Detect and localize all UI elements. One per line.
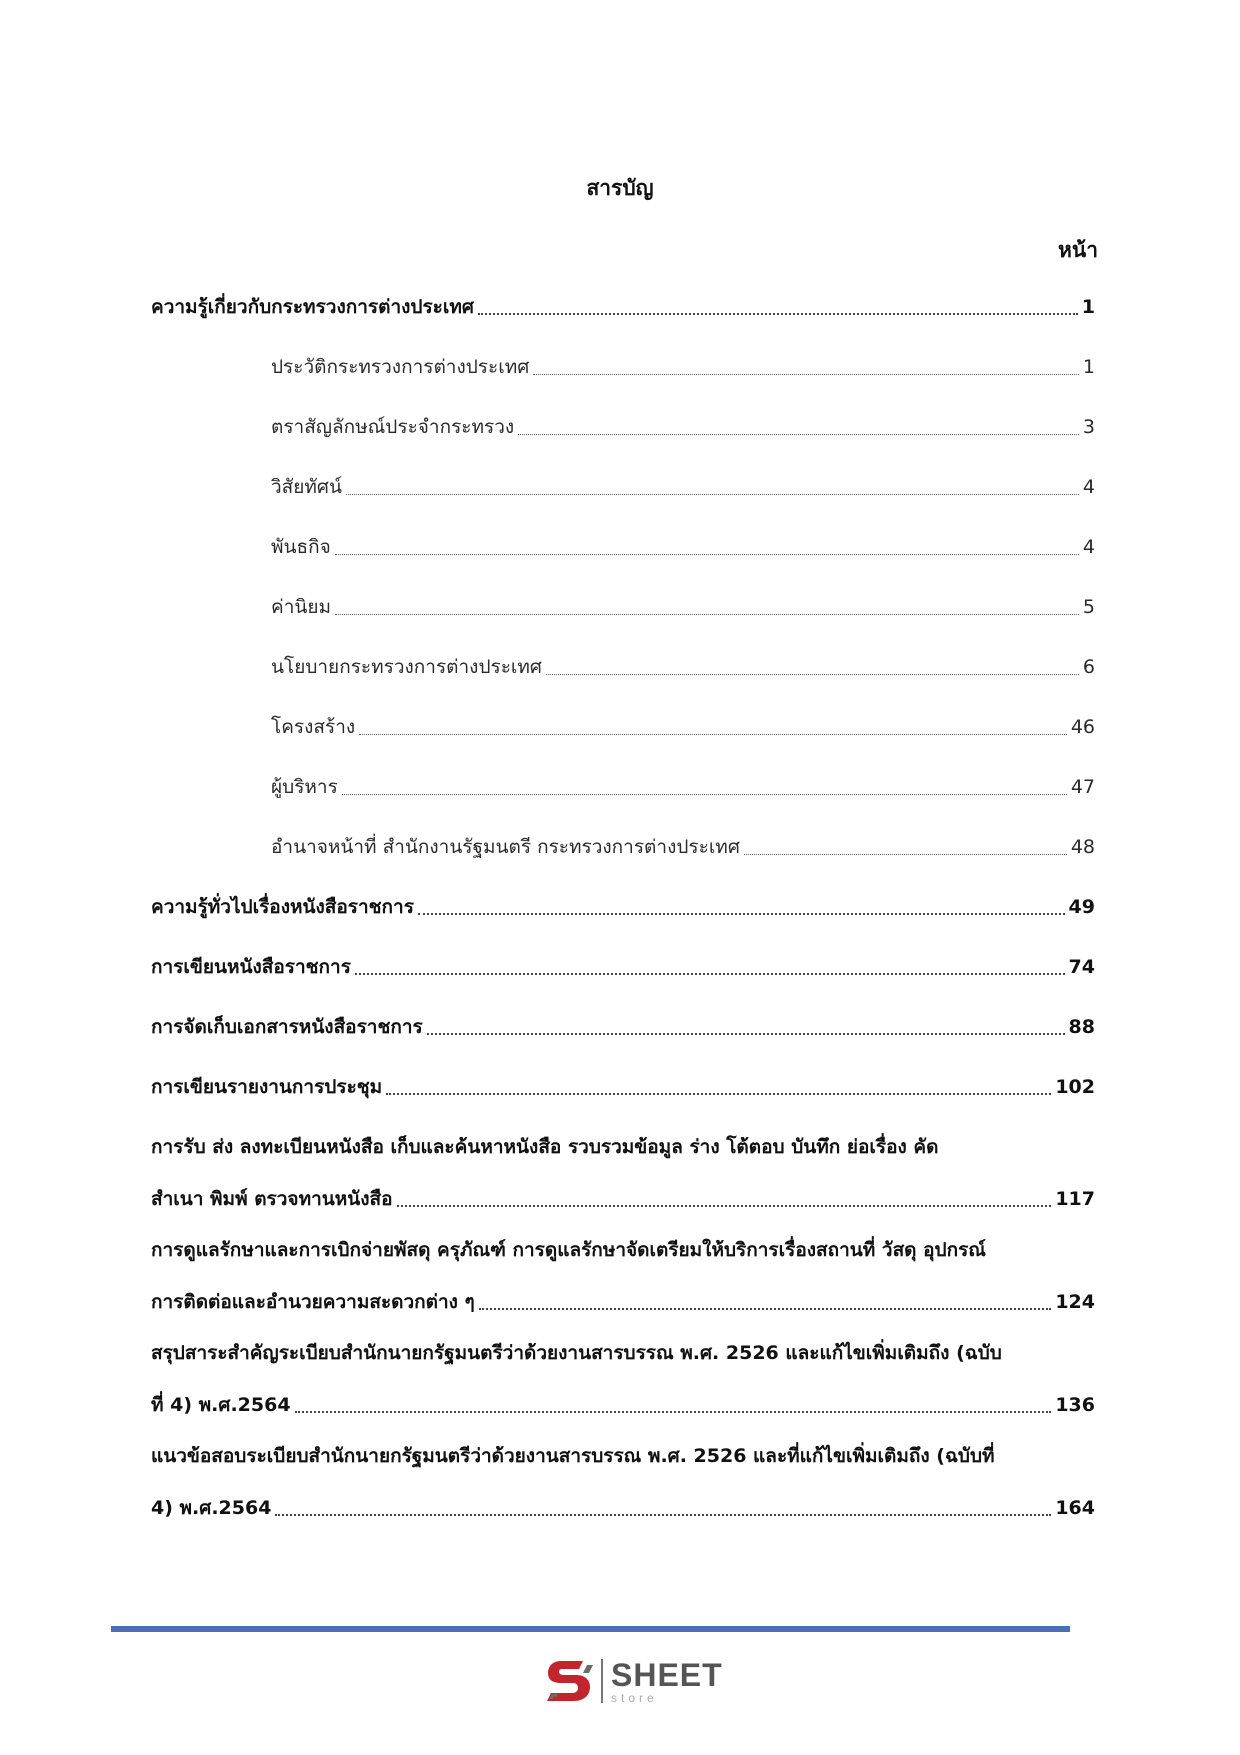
sheet-store-logo bbox=[543, 1655, 723, 1707]
dot-leader bbox=[744, 853, 1067, 855]
dot-leader bbox=[418, 912, 1065, 915]
toc-entry-label-line1: การรับ ส่ง ลงทะเบียนหนังสือ เก็บและค้นหาหนังสือ รวบรวมข้อมูล ร่าง โต้ตอบ บันทึก ย่อเรื่อง คัด bbox=[151, 1136, 939, 1158]
toc-entry-page: 6 bbox=[1082, 656, 1095, 678]
dot-leader bbox=[359, 733, 1067, 735]
toc-entry-page: 74 bbox=[1068, 956, 1095, 978]
toc-entry-label: ที่ 4) พ.ศ.2564 bbox=[151, 1394, 291, 1416]
dot-leader bbox=[478, 312, 1078, 315]
toc-entry-page: 4 bbox=[1082, 536, 1095, 558]
toc-entry-label: ความรู้เกี่ยวกับกระทรวงการต่างประเทศ bbox=[151, 296, 474, 318]
toc-entry-label: การจัดเก็บเอกสารหนังสือราชการ bbox=[151, 1016, 423, 1038]
dot-leader bbox=[342, 793, 1067, 795]
toc-entry[interactable] bbox=[271, 770, 1095, 804]
toc-entry[interactable] bbox=[271, 650, 1095, 684]
toc-entry[interactable] bbox=[151, 1439, 1095, 1525]
dot-leader bbox=[533, 373, 1079, 375]
toc-entry-label: โครงสร้าง bbox=[271, 716, 356, 738]
toc-entry-label: การเขียนรายงานการประชุม bbox=[151, 1076, 383, 1098]
page-column-heading: หน้า bbox=[1058, 238, 1098, 262]
toc-entry-label: ผู้บริหาร bbox=[271, 776, 338, 798]
toc-entry-page: 3 bbox=[1082, 416, 1095, 438]
toc-entry[interactable] bbox=[151, 950, 1095, 984]
toc-entry-page: 5 bbox=[1082, 596, 1095, 618]
toc-entry[interactable] bbox=[271, 590, 1095, 624]
toc-title: สารบัญ bbox=[586, 176, 654, 200]
logo-separator bbox=[601, 1659, 603, 1703]
dot-leader bbox=[479, 1307, 1052, 1310]
toc-entry[interactable] bbox=[151, 290, 1095, 324]
dot-leader bbox=[346, 493, 1079, 495]
toc-entry[interactable] bbox=[151, 890, 1095, 924]
logo-text: SHEET bbox=[611, 1656, 723, 1693]
toc-entry-page: 48 bbox=[1070, 836, 1095, 858]
toc-entry-page: 88 bbox=[1068, 1016, 1095, 1038]
dot-leader bbox=[295, 1410, 1052, 1413]
toc-entry-label: พันธกิจ bbox=[271, 536, 331, 558]
toc-entry-label-line1: สรุปสาระสำคัญระเบียบสำนักนายกรัฐมนตรีว่าด้วยงานสารบรรณ พ.ศ. 2526 และแก้ไขเพิ่มเติมถึง (ฉบับ bbox=[151, 1342, 1002, 1364]
toc-entry-label: ความรู้ทั่วไปเรื่องหนังสือราชการ bbox=[151, 896, 414, 918]
dot-leader bbox=[355, 972, 1065, 975]
toc-entry-label: ค่านิยม bbox=[271, 596, 332, 618]
toc-entry-label: นโยบายกระทรวงการต่างประเทศ bbox=[271, 656, 542, 678]
toc-entry-page: 1 bbox=[1081, 296, 1095, 318]
toc-entry-label: สำเนา พิมพ์ ตรวจทานหนังสือ bbox=[151, 1188, 393, 1210]
toc-entry-page: 47 bbox=[1070, 776, 1095, 798]
dot-leader bbox=[427, 1032, 1065, 1035]
logo-wordmark bbox=[611, 1656, 723, 1705]
toc-entry-page: 4 bbox=[1082, 476, 1095, 498]
toc-entry-page: 49 bbox=[1068, 896, 1095, 918]
dot-leader bbox=[518, 433, 1079, 435]
dot-leader bbox=[386, 1092, 1051, 1095]
toc-entry[interactable] bbox=[271, 470, 1095, 504]
toc-entry[interactable] bbox=[271, 710, 1095, 744]
toc-entry-label-line1: แนวข้อสอบระเบียบสำนักนายกรัฐมนตรีว่าด้วยงานสารบรรณ พ.ศ. 2526 และที่แก้ไขเพิ่มเติมถึง (ฉบับที่ bbox=[151, 1445, 995, 1467]
toc-entry-page: 124 bbox=[1055, 1291, 1095, 1313]
toc-entry[interactable] bbox=[151, 1336, 1095, 1422]
toc-entry-page: 46 bbox=[1070, 716, 1095, 738]
dot-leader bbox=[275, 1513, 1051, 1516]
toc-entry[interactable] bbox=[151, 1130, 1095, 1216]
toc-entry[interactable] bbox=[271, 830, 1095, 864]
toc-entry-page: 136 bbox=[1055, 1394, 1095, 1416]
sheet-store-logo-icon bbox=[543, 1655, 597, 1707]
toc-entry-label: อำนาจหน้าที่ สำนักงานรัฐมนตรี กระทรวงการต่างประเทศ bbox=[271, 836, 740, 858]
toc-entry[interactable] bbox=[271, 350, 1095, 384]
dot-leader bbox=[397, 1204, 1052, 1207]
footer-divider bbox=[111, 1626, 1070, 1632]
toc-entry[interactable] bbox=[271, 530, 1095, 564]
toc-entry-label: ประวัติกระทรวงการต่างประเทศ bbox=[271, 356, 530, 378]
toc-entry-page: 102 bbox=[1055, 1076, 1095, 1098]
toc-entry[interactable] bbox=[271, 410, 1095, 444]
dot-leader bbox=[335, 553, 1079, 555]
logo-subtext: store bbox=[611, 1690, 658, 1705]
toc-entry-page: 1 bbox=[1082, 356, 1095, 378]
toc-entry[interactable] bbox=[151, 1070, 1095, 1104]
toc-entry-label: วิสัยทัศน์ bbox=[271, 476, 342, 498]
toc-entry[interactable] bbox=[151, 1233, 1095, 1319]
toc-entry-page: 164 bbox=[1055, 1497, 1095, 1519]
dot-leader bbox=[546, 673, 1079, 675]
toc-entry[interactable] bbox=[151, 1010, 1095, 1044]
toc-entry-label-line1: การดูแลรักษาและการเบิกจ่ายพัสดุ ครุภัณฑ์ การดูแลรักษาจัดเตรียมให้บริการเรื่องสถานที่ วัสดุ อุปกรณ์ bbox=[151, 1239, 986, 1261]
toc-entry-label: การติดต่อและอำนวยความสะดวกต่าง ๆ bbox=[151, 1291, 475, 1313]
dot-leader bbox=[335, 613, 1079, 615]
toc-entry-page: 117 bbox=[1055, 1188, 1095, 1210]
toc-entry-label: 4) พ.ศ.2564 bbox=[151, 1497, 272, 1519]
toc-entry-label: ตราสัญลักษณ์ประจำกระทรวง bbox=[271, 416, 515, 438]
toc-entry-label: การเขียนหนังสือราชการ bbox=[151, 956, 351, 978]
